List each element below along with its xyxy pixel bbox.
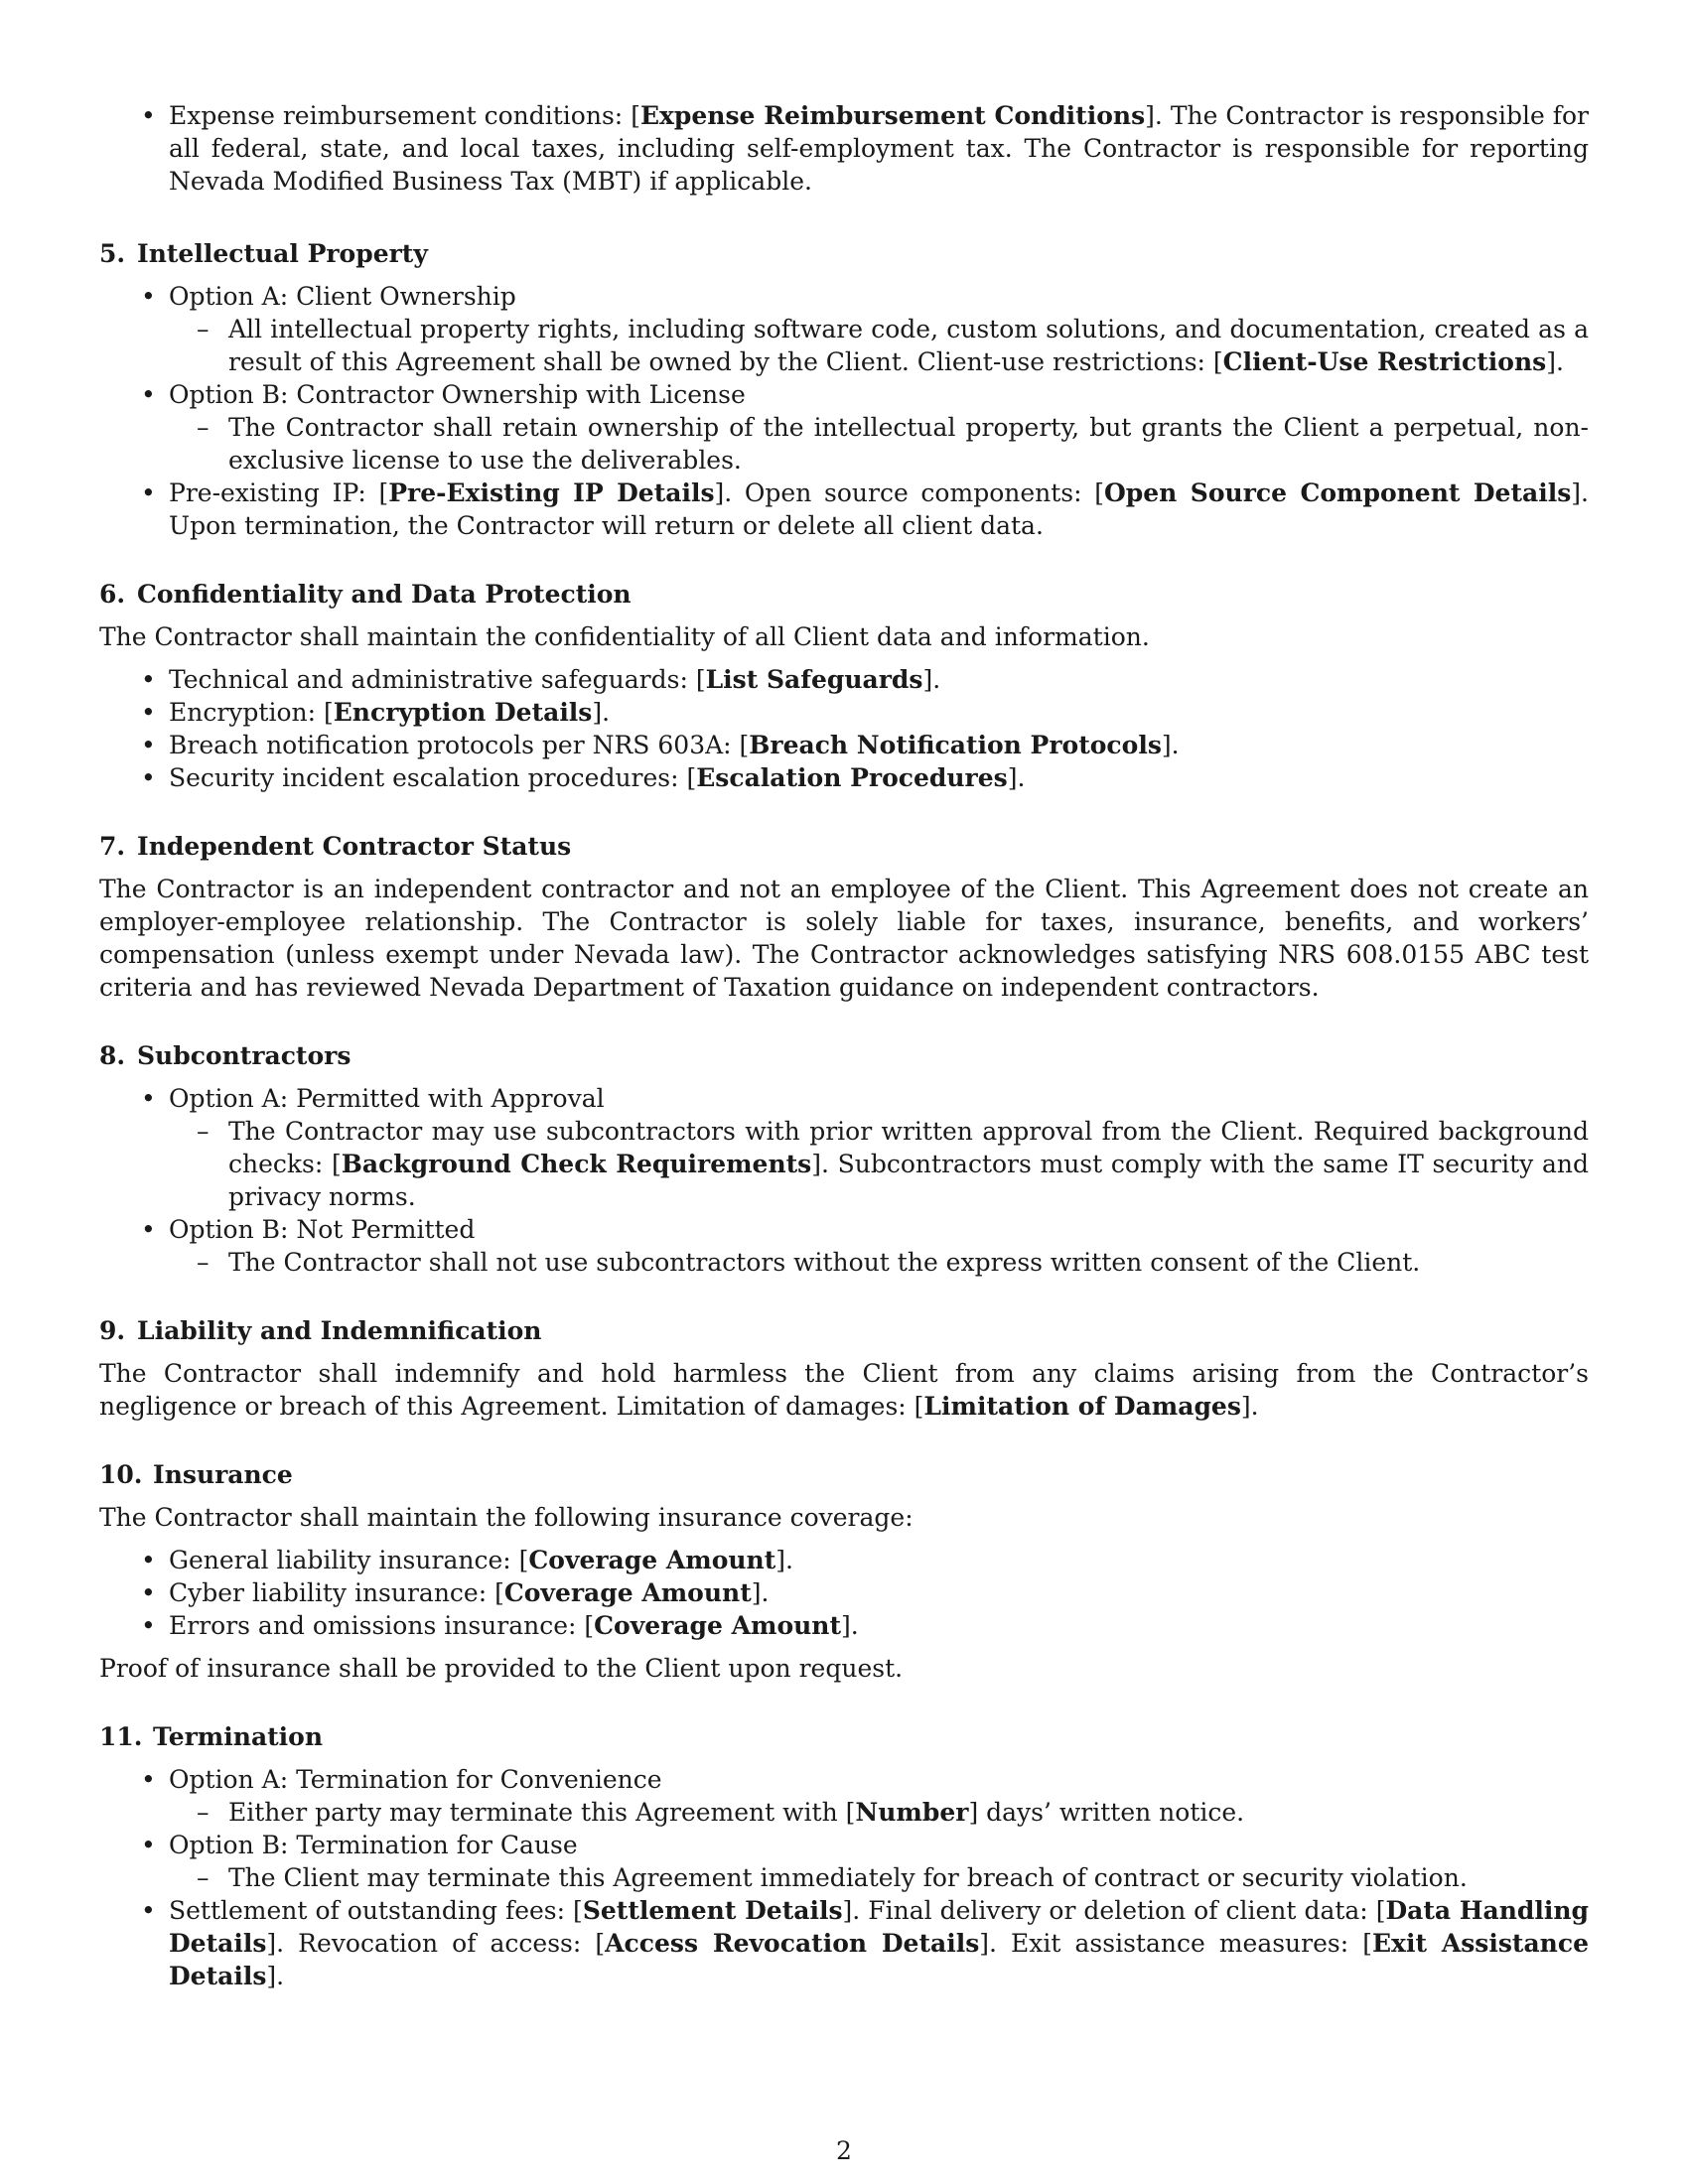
placeholder: Coverage Amount xyxy=(503,1578,752,1607)
paragraph: The Contractor shall indemnify and hold harmless the Client from any claims arising from the Contractor’s negligence or breach of this Agreement. Limitation of damages: [Limitation of Damages]. xyxy=(99,1359,1589,1421)
placeholder: Breach Notification Protocols xyxy=(749,731,1162,759)
list-item: • Security incident escalation procedures: [Escalation Procedures]. xyxy=(99,761,1589,794)
sub-list xyxy=(169,313,1589,378)
placeholder: Limitation of Damages xyxy=(923,1392,1241,1421)
sub-list xyxy=(169,411,1589,477)
ip-list xyxy=(99,280,1589,542)
list-item: • Expense reimbursement conditions: [Expense Reimbursement Conditions]. The Contractor is responsible for all federal, state, and local taxes, including self-employment tax. The Contractor is responsible for reporting Nevada Modified Business Tax (MBT) if applicable. xyxy=(99,99,1589,198)
list-item: • Option A: Termination for Convenience – Either party may terminate this Agreement with [Number] days’ written notice. xyxy=(99,1763,1589,1829)
list-item: • Option B: Contractor Ownership with License – The Contractor shall retain ownership of the intellectual property, but grants the Client a perpetual, non-exclusive license to use the deliverables. xyxy=(99,378,1589,477)
list-item: • Option B: Termination for Cause – The Client may terminate this Agreement immediately for breach of contract or security violation. xyxy=(99,1829,1589,1894)
placeholder: Settlement Details xyxy=(582,1896,843,1925)
section-heading: 8. Subcontractors xyxy=(99,1041,352,1070)
placeholder: Client-Use Restrictions xyxy=(1222,347,1547,376)
sub-item: – The Contractor shall not use subcontractors without the express written consent of the Client. xyxy=(169,1246,1589,1279)
sub-list xyxy=(169,1796,1589,1829)
list-item: • Errors and omissions insurance: [Coverage Amount]. xyxy=(99,1609,1589,1642)
safeguards-list xyxy=(99,663,1589,794)
list-item: • Pre-existing IP: [Pre-Existing IP Details]. Open source components: [Open Source Component Details]. Upon termination, the Contractor will return or delete all client data. xyxy=(99,477,1589,542)
list-item: • Encryption: [Encryption Details]. xyxy=(99,696,1589,729)
placeholder: Open Source Component Details xyxy=(1104,478,1572,507)
sub-list xyxy=(169,1246,1589,1279)
placeholder: Exit Assistance Details xyxy=(169,1929,1589,1990)
paragraph: The Contractor is an independent contractor and not an employee of the Client. This Agreement does not create an employer-employee relationship. The Contractor is solely liable for taxes, insurance, benefits, and workers’ compensation (unless exempt under Nevada law). The Contractor acknowledges satisfying NRS 608.0155 ABC test criteria and has reviewed Nevada Department of Taxation guidance on independent contractors. xyxy=(99,875,1589,1002)
placeholder: Data Handling Details xyxy=(169,1896,1589,1958)
placeholder: List Safeguards xyxy=(705,665,923,694)
document-page xyxy=(99,99,1589,1992)
sub-item: – Either party may terminate this Agreement with [Number] days’ written notice. xyxy=(169,1796,1589,1829)
section-heading: 10. Insurance xyxy=(99,1460,293,1489)
sub-list xyxy=(169,1115,1589,1213)
subcontractor-list xyxy=(99,1082,1589,1279)
payment-list xyxy=(99,99,1589,198)
list-item: • Option B: Not Permitted – The Contractor shall not use subcontractors without the express written consent of the Client. xyxy=(99,1213,1589,1279)
list-item: • Cyber liability insurance: [Coverage Amount]. xyxy=(99,1576,1589,1609)
paragraph: Proof of insurance shall be provided to the Client upon request. xyxy=(99,1654,904,1683)
sub-item: – All intellectual property rights, including software code, custom solutions, and documentation, created as a result of this Agreement shall be owned by the Client. Client-use restrictions: [Client-Use Restrictions]. xyxy=(169,313,1589,378)
placeholder: Coverage Amount xyxy=(528,1546,776,1574)
placeholder: Number xyxy=(855,1798,969,1827)
list-item: • General liability insurance: [Coverage Amount]. xyxy=(99,1544,1589,1576)
termination-list xyxy=(99,1763,1589,1992)
placeholder: Access Revocation Details xyxy=(605,1929,980,1958)
list-item: • Breach notification protocols per NRS 603A: [Breach Notification Protocols]. xyxy=(99,729,1589,761)
paragraph: The Contractor shall maintain the following insurance coverage: xyxy=(99,1503,914,1532)
section-heading: 5. Intellectual Property xyxy=(99,239,428,268)
section-heading: 11. Termination xyxy=(99,1722,324,1751)
placeholder: Background Check Requirements xyxy=(341,1150,812,1178)
sub-item: – The Client may terminate this Agreement immediately for breach of contract or security violation. xyxy=(169,1861,1589,1894)
placeholder: Coverage Amount xyxy=(594,1611,842,1640)
sub-item: – The Contractor may use subcontractors with prior written approval from the Client. Required background checks: [Background Check Requirements]. Subcontractors must comply with the same IT security and privacy norms. xyxy=(169,1115,1589,1213)
section-heading: 9. Liability and Indemnification xyxy=(99,1316,542,1345)
section-heading: 7. Independent Contractor Status xyxy=(99,832,572,861)
placeholder: Encryption Details xyxy=(333,698,593,727)
list-item: • Technical and administrative safeguards: [List Safeguards]. xyxy=(99,663,1589,696)
insurance-list xyxy=(99,1544,1589,1642)
page-number: 2 xyxy=(836,2136,852,2165)
list-item: • Settlement of outstanding fees: [Settlement Details]. Final delivery or deletion of client data: [Data Handling Details]. Revocation of access: [Access Revocation Details]. Exit assistance measures: [Exit Assistance Details]. xyxy=(99,1894,1589,1992)
section-heading: 6. Confidentiality and Data Protection xyxy=(99,580,632,609)
sub-item: – The Contractor shall retain ownership of the intellectual property, but grants the Client a perpetual, non-exclusive license to use the deliverables. xyxy=(169,411,1589,477)
placeholder: Expense Reimbursement Conditions xyxy=(639,101,1146,130)
list-item: • Option A: Permitted with Approval – The Contractor may use subcontractors with prior written approval from the Client. Required background checks: [Background Check Requirements]. Subcontractors must comply with the same IT security and privacy norms. xyxy=(99,1082,1589,1213)
sub-list xyxy=(169,1861,1589,1894)
placeholder: Pre-Existing IP Details xyxy=(388,478,715,507)
paragraph: The Contractor shall maintain the confidentiality of all Client data and information. xyxy=(99,622,1150,651)
list-item: • Option A: Client Ownership – All intellectual property rights, including software code, custom solutions, and documentation, created as a result of this Agreement shall be owned by the Client. Client-use restrictions: [Client-Use Restrictions]. xyxy=(99,280,1589,378)
placeholder: Escalation Procedures xyxy=(696,763,1008,792)
